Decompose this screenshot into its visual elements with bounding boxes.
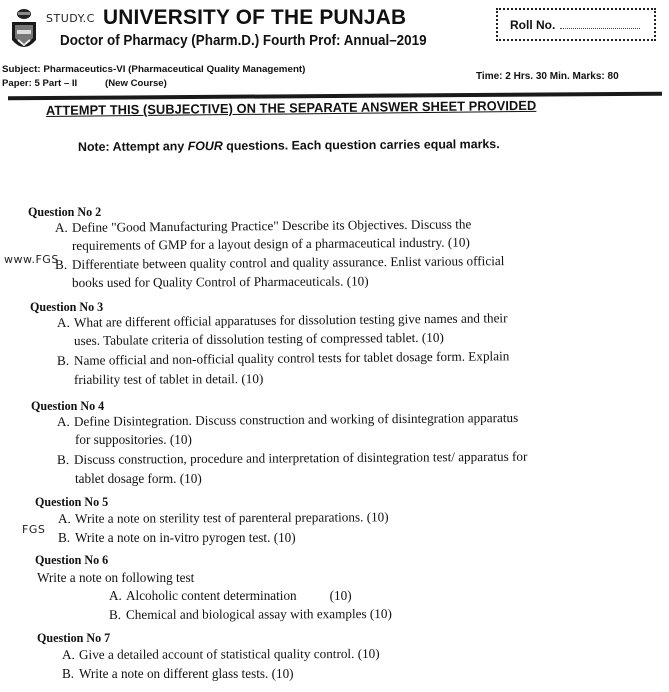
note-suffix: questions. Each question carries equal marks. (222, 137, 500, 153)
watermark-top: STUDY.C (46, 12, 95, 25)
question-2b-line-1 (55, 253, 504, 273)
question-text: Discuss construction, procedure and interpretation of disintegration test/ apparatus for (73, 448, 528, 467)
option-label: B. (56, 451, 70, 467)
university-crest-icon (9, 8, 39, 54)
question-text: Name official and non-official quality control tests for tablet dosage form. Explain (73, 348, 510, 368)
question-7a-line (62, 646, 380, 663)
question-6b-line (109, 606, 392, 623)
question-text: Define "Good Manufacturing Practice" Describe its Objectives. Discuss the (71, 216, 472, 235)
question-3b-line-2: friability test of tablet in detail. (10) (73, 371, 264, 387)
question-7b-line (62, 666, 294, 682)
option-label: A. (109, 588, 122, 603)
note-prefix: Note: Attempt any (77, 139, 188, 154)
question-4-title: Question No 4 (31, 398, 105, 413)
watermark-mid: www.FGS (4, 253, 59, 266)
question-text: Chemical and biological assay with examples (10) (125, 606, 392, 622)
time-marks: Time: 2 Hrs. 30 Min. Marks: 80 (476, 71, 619, 82)
question-7-title: Question No 7 (37, 630, 111, 645)
question-6-intro: Write a note on following test (37, 570, 195, 585)
question-5a-line (58, 509, 389, 527)
question-6-title: Question No 6 (35, 552, 109, 567)
question-text: What are different official apparatuses for dissolution testing give names and their (73, 310, 508, 330)
note-instruction (78, 137, 500, 154)
question-4a-line-2: for suppositories. (10) (75, 432, 192, 447)
option-label: A. (57, 510, 71, 526)
question-3a-line-1 (57, 310, 508, 331)
option-label: A. (56, 314, 70, 330)
question-6a-line (109, 588, 352, 604)
option-label: B. (56, 352, 70, 368)
degree-title: Doctor of Pharmacy (Pharm.D.) Fourth Prof: Annual–2019 (60, 33, 427, 49)
question-2-title: Question No 2 (28, 204, 102, 219)
option-label: B. (58, 530, 71, 545)
roll-number-label: Roll No. (510, 18, 556, 32)
question-5-title: Question No 5 (35, 494, 109, 509)
question-text: Write a note on different glass tests. (10) (79, 666, 294, 681)
question-text: Write a note on sterility test of parenteral preparations. (10) (74, 509, 389, 526)
question-text: Alcoholic content determination (10) (126, 588, 352, 603)
subject-line: Subject: Pharmaceutics-VI (Pharmaceutical Quality Management) (2, 64, 306, 75)
question-4a-line-1 (57, 410, 518, 430)
option-label: A. (54, 219, 68, 235)
watermark-low: FGS (22, 523, 46, 536)
option-label: B. (108, 606, 122, 622)
question-4b-line-1 (57, 449, 527, 468)
university-title: UNIVERSITY OF THE PUNJAB (103, 5, 407, 29)
attempt-instruction: ATTEMPT THIS (SUBJECTIVE) ON THE SEPARATE ANSWER SHEET PROVIDED (45, 97, 537, 118)
question-5b-line (58, 530, 296, 546)
question-text: Differentiate between quality control and quality assurance. Enlist various official (71, 253, 505, 272)
question-3b-line-1 (57, 348, 509, 369)
roll-number-box (496, 8, 656, 41)
question-3a-line-2: uses. Tabulate criteria of dissolution testing of compressed tablet. (10) (73, 329, 444, 348)
roll-number-field (560, 28, 640, 29)
option-label: B. (54, 256, 68, 272)
question-text: Define Disintegration. Discuss construction and working of disintegration apparatus (73, 409, 519, 429)
question-text: Give a detailed account of statistical quality control. (10) (78, 645, 380, 662)
option-label: B. (62, 666, 75, 681)
paper-line: Paper: 5 Part – II (2, 78, 78, 89)
question-4b-line-2: tablet dosage form. (10) (75, 471, 202, 486)
question-2a-line-2: requirements of GMP for a layout design of a pharmaceutical industry. (10) (71, 234, 470, 253)
note-emphasis: FOUR (187, 138, 223, 154)
question-3-title: Question No 3 (30, 299, 104, 314)
question-2a-line-1 (55, 216, 471, 236)
question-2b-line-2: books used for Quality Control of Pharmaceuticals. (10) (71, 273, 369, 290)
question-text: Write a note on in-vitro pyrogen test. (10) (75, 530, 296, 545)
option-label: A. (61, 646, 75, 662)
course-line: (New Course) (105, 78, 167, 89)
option-label: A. (56, 413, 70, 429)
